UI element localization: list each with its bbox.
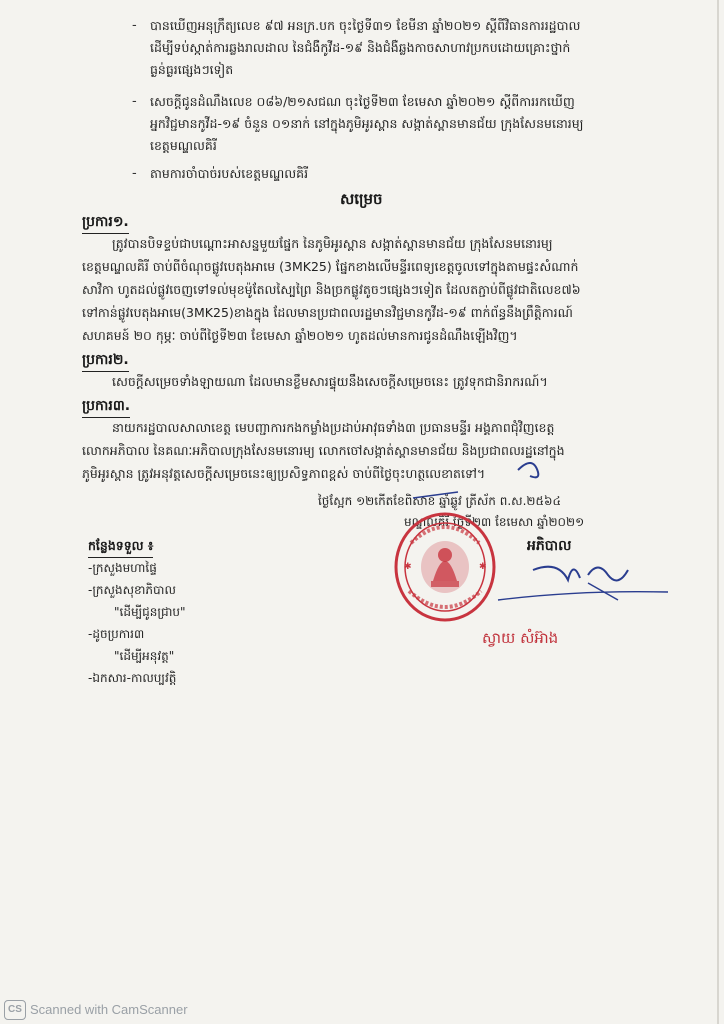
- bullet-dash: -: [132, 94, 137, 109]
- bullet-2-line-3: ខេត្តមណ្ឌលគិរី: [150, 138, 217, 153]
- scanner-watermark: [0, 994, 724, 1024]
- recipient-item: -ដូចប្រការ៣: [88, 627, 145, 641]
- article-3-line-1: នាយករដ្ឋបាលសាលាខេត្ត មេបញ្ជាការកងកម្លាំងប្រដាប់អាវុធទាំង៣ ប្រធានមន្ទីរ អង្គភាពជុំវិញខេត្ត: [112, 420, 555, 435]
- bullet-1-line-1: បានឃើញអនុក្រឹត្យលេខ ៩៧ អនក្រ.បក ចុះថ្ងៃទី៣១ ខែមីនា ឆ្នាំ២០២១ ស្តីពីវិធានការរដ្ឋបាល: [150, 18, 581, 33]
- signer-name: ស្វាយ សំអ៊ាង: [482, 629, 559, 647]
- article-1-heading: ប្រការ១.: [82, 212, 129, 234]
- bullet-dash: -: [132, 18, 137, 33]
- date-lunar: ថ្ងៃស្អែក ១២កើតខែពិសាខ ឆ្នាំឆ្លូវ ត្រីស័ក ព.ស.២៥៦៤: [318, 494, 561, 508]
- article-1-line-4: ទៅកាន់ផ្លូវបេតុងអាមេ(3MK25)ខាងក្នុង ដែលមានប្រជាពលរដ្ឋមានវិជ្ជមានកូវីដ-១៩ ពាក់ព័ន្ធនឹងព្រឹត្តិការណ៍: [82, 305, 573, 320]
- bullet-2-line-1: សេចក្តីជូនដំណឹងលេខ ០៨៦/២១សជណ ចុះថ្ងៃទី២៣ ខែមេសា ឆ្នាំ២០២១ ស្តីពីការរកឃើញ: [150, 94, 575, 109]
- signer-title: អភិបាល: [527, 538, 572, 554]
- bullet-1-line-2: ដើម្បីទប់ស្កាត់ការឆ្លងរាលដាល នៃជំងឺកូវីដ-១៩ និងជំងឺឆ្លងកាចសាហាវប្រកបដោយគ្រោះថ្នាក់: [150, 40, 571, 55]
- camscanner-logo-icon: CS: [4, 1000, 26, 1020]
- article-1-line-3: សាវិកា ហូតដល់ផ្លូវចេញទៅទល់មុខម៉ូតែលស្បៃព្រៃ និងច្រកផ្លូវតូចៗផ្សេងៗទៀត ដែលតភ្ជាប់ពីផ្លូវជាតិលេខ៧៦: [82, 282, 581, 297]
- article-2-line-1: សេចក្តីសម្រេចទាំងឡាយណា ដែលមានខ្លឹមសារផ្ទុយនឹងសេចក្តីសម្រេចនេះ ត្រូវទុកជានិរាករណ៍។: [112, 374, 548, 389]
- decision-title: សម្រេច: [340, 190, 383, 208]
- recipient-item: "ដើម្បីជូនជ្រាប": [114, 605, 186, 619]
- bullet-dash: -: [132, 166, 137, 181]
- article-2-heading: ប្រការ២.: [82, 350, 129, 372]
- recipient-item: -ក្រសួងសុខាភិបាល: [88, 583, 176, 597]
- svg-text:✱: ✱: [479, 562, 487, 572]
- recipient-item: "ដើម្បីអនុវត្ត": [114, 649, 175, 663]
- bullet-3-line-1: តាមការចាំបាច់របស់ខេត្តមណ្ឌលគិរី: [150, 166, 309, 181]
- watermark-text: Scanned with CamScanner: [30, 1002, 188, 1017]
- article-1-line-2: ខេត្តមណ្ឌលគិរី ចាប់ពីចំណុចផ្លូវបេតុងអាមេ (3MK25) ផ្នែកខាងលើមន្ទីរពេទ្យខេត្តចូលទៅក្នុងតាមផ្ទះសំណាក់: [82, 259, 579, 274]
- bullet-1-line-3: ធ្ងន់ធ្ងរផ្សេងៗទៀត: [150, 62, 234, 77]
- article-3-heading: ប្រការ៣.: [82, 396, 130, 418]
- recipients-title: កន្លែងទទួល ៖: [88, 538, 153, 558]
- date-solar: មណ្ឌលគិរី ថ្ងៃទី២៣ ខែមេសា ឆ្នាំ២០២១: [404, 515, 585, 529]
- scan-edge-divider: [717, 0, 719, 1024]
- svg-text:✱: ✱: [404, 562, 412, 572]
- bullet-2-line-2: អ្នកវិជ្ជមានកូវីដ-១៩ ចំនួន ០១នាក់ នៅក្នុងភូមិអូរស្ពាន សង្កាត់ស្ពានមានជ័យ ក្រុងសែនមនោរម្យ: [150, 116, 584, 131]
- recipient-item: -ឯកសារ-កាលប្បវត្តិ: [88, 671, 177, 685]
- signature-icon: [318, 440, 678, 610]
- article-1-line-5: សហគមន៍ ២០ កុម្ភៈ ចាប់ពីថ្ងៃទី២៣ ខែមេសា ឆ្នាំ២០២១ ហូតដល់មានការជូនដំណឹងឡើងវិញ។: [82, 328, 518, 343]
- article-1-line-1: ត្រូវបានបិទខ្ទប់ជាបណ្តោះអាសន្នមួយផ្នែក នៃភូមិអូរស្ពាន សង្កាត់ស្ពានមានជ័យ ក្រុងសែនមនោរម្យ: [112, 236, 553, 251]
- article-3-line-2: លោកអភិបាល នៃគណៈអភិបាលក្រុងសែនមនោរម្យ លោកចៅសង្កាត់ស្ពានមានជ័យ និងប្រជាពលរដ្ឋនៅក្នុង: [82, 443, 565, 458]
- article-3-line-3: ភូមិអូរស្ពាន ត្រូវអនុវត្តសេចក្តីសម្រេចនេះឲ្យប្រសិទ្ធភាពខ្ពស់ ចាប់ពីថ្ងៃចុះហត្ថលេខាតទៅ។: [82, 466, 486, 481]
- recipient-item: -ក្រសួងមហាផ្ទៃ: [88, 561, 157, 575]
